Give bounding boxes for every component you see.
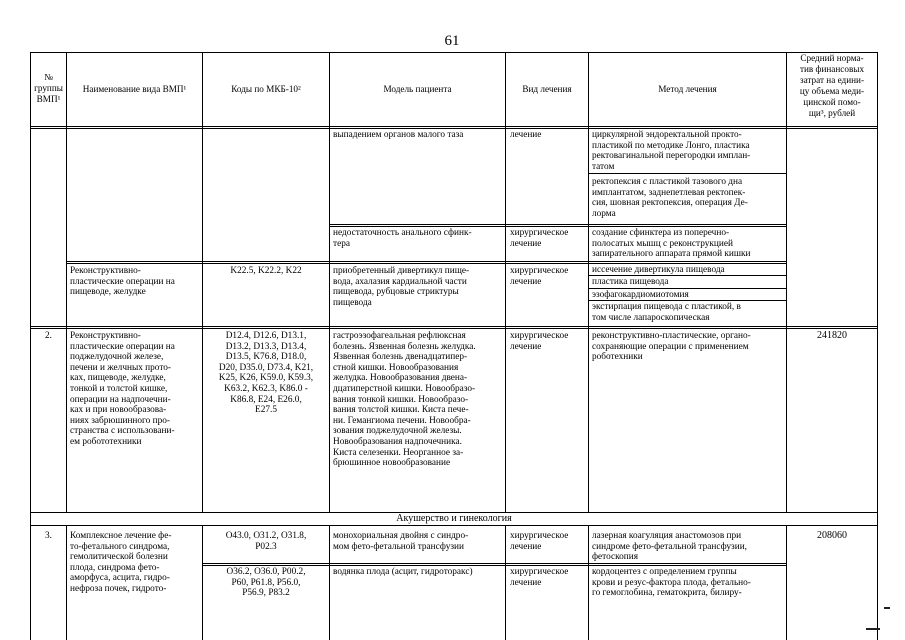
- icd-codes-cell: K22.5, K22.2, K22: [230, 266, 302, 276]
- col-line-5b: [588, 526, 589, 640]
- header-treatment-type: Вид лечения: [522, 84, 572, 94]
- avg-cost-cell: 241820: [817, 331, 847, 341]
- treatment-type-cell: хирургическое лечение: [510, 331, 569, 352]
- vmp-name-cell: Комплексное лечение фе- то-фетального синдрома, гемолитической болезни плода, синдрома фето- аморфуса, асцита, гидро- нефроза почек, гидрото-: [70, 531, 172, 594]
- group-number: 2.: [45, 331, 52, 341]
- method-rule-b2: [588, 288, 786, 289]
- col-line-4b: [505, 526, 506, 640]
- col-line-6: [786, 52, 787, 512]
- patient-model-cell: выпадением органов малого таза: [333, 130, 464, 140]
- row-rule-group3b-2: [202, 565, 786, 566]
- patient-model-cell: недостаточность анального сфинк- тера: [333, 228, 472, 249]
- icd-codes-cell: D12.4, D12.6, D13.1, D13.2, D13.3, D13.4, D13.5, K76.8, D18.0, D20, D35.0, D73.4, K21, K25, K26, K59.0, K59.3, K63.2, K62.3, K86.0 - K86.8, E24, E26.0, E27.5: [218, 331, 314, 416]
- col-line-3: [329, 52, 330, 512]
- treatment-method-cell: циркулярной эндоректальной прокто- пластикой по методике Лонго, пластика ректовагинальной перегородки имплан- татом: [592, 130, 751, 172]
- col-line-0: [30, 52, 31, 640]
- header-patient-model: Модель пациента: [383, 84, 452, 94]
- row-rule-group2-2: [30, 328, 878, 329]
- header-group-no: № группы ВМП¹: [34, 72, 63, 104]
- treatment-type-cell: хирургическое лечение: [510, 531, 569, 552]
- row-rule-block1b-2: [329, 226, 786, 227]
- col-line-7: [877, 52, 878, 640]
- treatment-method-item: эзофагокардиомиотомия: [592, 290, 689, 300]
- header-bottom-rule: [30, 126, 878, 127]
- treatment-method-cell: реконструктивно-пластические, органо- сохраняющие операции с применением роботехники: [592, 331, 751, 363]
- row-rule-block2-2: [66, 263, 786, 264]
- vmp-name-cell: Реконструктивно- пластические операции на поджелудочной железе, печени и желчных прото- ках, пищеводе, желудке, тонкой и толстой кишке, операции на надпочечни- ках и при новообразова- ниях забрюшинного про- странства с использовани- ем робототехники: [70, 331, 175, 447]
- col-line-5: [588, 52, 589, 512]
- vmp-name-cell: Реконструктивно- пластические операции на пищеводе, желудке: [70, 266, 175, 298]
- scan-speck: [866, 628, 880, 630]
- col-line-6b: [786, 526, 787, 640]
- row-rule-group3b: [202, 563, 786, 564]
- row-rule-group2: [30, 326, 878, 327]
- group-number: 3.: [45, 531, 52, 541]
- scan-speck: [884, 607, 890, 609]
- section-rule-bottom: [30, 525, 878, 526]
- col-line-3b: [329, 526, 330, 640]
- row-rule-block2: [66, 261, 786, 262]
- section-rule-top: [30, 512, 878, 513]
- col-line-2: [202, 52, 203, 512]
- col-line-1: [66, 52, 67, 512]
- treatment-method-item: иссечение дивертикула пищевода: [592, 265, 725, 275]
- treatment-type-cell: хирургическое лечение: [510, 228, 569, 249]
- header-icd-codes: Коды по МКБ-10²: [231, 84, 301, 94]
- icd-codes-cell: O36.2, O36.0, P00.2, P60, P61.8, P56.0, P56.9, P83.2: [226, 567, 306, 599]
- treatment-method-cell: лазерная коагуляция анастомозов при синдроме фето-фетальной трансфузии, фетоскопия: [592, 531, 747, 563]
- avg-cost-cell: 208060: [817, 531, 847, 541]
- patient-model-cell: приобретенный дивертикул пище- вода, ахалазия кардиальной части пищевода, рубцовые стриктуры пищевода: [333, 266, 470, 308]
- header-vmp-name: Наименование вида ВМП¹: [82, 84, 187, 94]
- header-treatment-method: Метод лечения: [658, 84, 717, 94]
- treatment-method-item: экстирпация пищевода с пластикой, в том числе лапароскопическая: [592, 302, 741, 323]
- treatment-method-item: пластика пищевода: [592, 277, 669, 287]
- icd-codes-cell: O43.0, O31.2, O31.8, P02.3: [225, 531, 307, 552]
- treatment-type-cell: хирургическое лечение: [510, 567, 569, 588]
- treatment-type-cell: лечение: [510, 130, 542, 140]
- treatment-type-cell: хирургическое лечение: [510, 266, 569, 287]
- page-number: 61: [444, 33, 460, 49]
- header-bottom-rule-2: [30, 128, 878, 129]
- section-title: Акушерство и гинекология: [396, 514, 512, 524]
- patient-model-cell: водянка плода (асцит, гидроторакс): [333, 567, 473, 577]
- patient-model-cell: монохориальная двойня с синдро- мом фето-фетальной трансфузии: [333, 531, 469, 552]
- row-rule-block1b: [329, 224, 786, 225]
- treatment-method-cell: кордоцентез с определением группы крови и резус-фактора плода, фетально- го гемоглобина, гематокрита, билиру-: [592, 567, 751, 599]
- patient-model-cell: гастроэзофагеальная рефлюксная болезнь. Язвенная болезнь желудка. Язвенная болезнь двенадцатипер- стной кишки. Новообразования желудка. Новообразования двена- дцатиперстной кишки. Новообразо- вания тонкой кишки. Новообразо- вания толстой кишки. Киста пече- ни. Гемангиома печени. Новообра- зования поджелудочной железы. Новообразования надпочечника. Киста селезенки. Неорганное за- брюшинное новообразование: [333, 331, 476, 469]
- header-avg-cost: Средний норма- тив финансовых затрат на едини- цу объема меди- цинской помо- щи³, рублей: [799, 53, 865, 118]
- col-line-4: [505, 52, 506, 512]
- table-border-top: [30, 52, 878, 53]
- method-rule-a1: [588, 173, 786, 174]
- col-line-1b: [66, 526, 67, 640]
- treatment-method-cell: ректопексия с пластикой тазового дна имплантатом, заднепетлевая ректопек- сия, шовная ректопексия, операция Де- лорма: [592, 177, 748, 219]
- treatment-method-cell: создание сфинктера из поперечно- полосатых мышц с реконструкцией запирательного аппарата прямой кишки: [592, 228, 751, 260]
